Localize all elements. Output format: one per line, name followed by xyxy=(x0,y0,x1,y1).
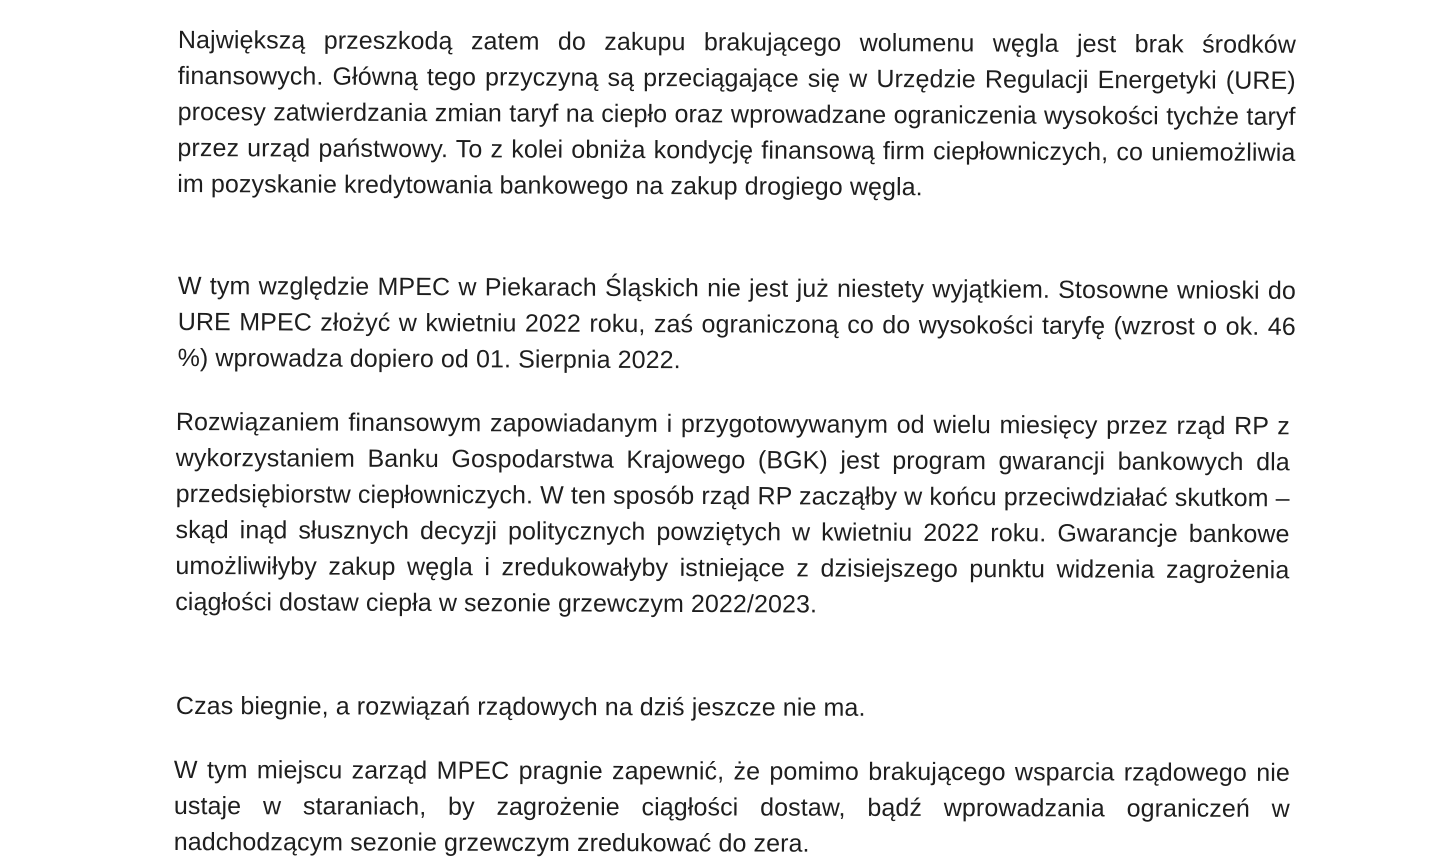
paragraph-bank-guarantees: Rozwiązaniem finansowym zapowiadanym i przygotowywanym od wielu miesięcy przez rząd RP z wykorzystaniem Banku Gospodarstwa Krajowego (BGK) jest program gwarancji bankowych dla przedsiębiorstw ciepłowniczych. W ten sposób rząd RP zacząłby w końcu przeciwdziałać skutkom – skąd inąd słusznych decyzji politycznych powziętych w kwietniu 2022 roku. Gwarancje bankowe umożliwiłyby zakup węgla i zredukowałyby istniejące z dzisiejszego punktu widzenia zagrożenia ciągłości dostaw ciepła w sezonie grzewczym 2022/2023. xyxy=(175,407,1290,619)
paragraph-time-running: Czas biegnie, a rozwiązań rządowych na dziś jeszcze nie ma. xyxy=(175,692,866,722)
paragraph-mpec-assurance: W tym miejscu zarząd MPEC pragnie zapewnić, że pomimo brakującego wsparcia rządowego nie ustaje w staraniach, by zagrożenie ciągłości dostaw, bądź wprowadzania ograniczeń w nadchodzącym sezonie grzewczym zredukować do zera. xyxy=(173,756,1290,858)
paragraph-mpec-tariff: W tym względzie MPEC w Piekarach Śląskich nie jest już niestety wyjątkiem. Stosowne wnioski do URE MPEC złożyć w kwietniu 2022 roku, zaś ograniczoną co do wysokości taryfę (wzrost o ok. 46 %) wprowadza dopiero od 01. Sierpnia 2022. xyxy=(177,271,1296,375)
paragraph-coal-funding: Największą przeszkodą zatem do zakupu brakującego wolumenu węgla jest brak środków finansowych. Główną tego przyczyną są przeciągające się w Urzędzie Regulacji Energetyki (URE) procesy zatwierdzania zmian taryf na ciepło oraz wprowadzane ograniczenia wysokości tychże taryf przez urząd państwowy. To z kolei obniża kondycję finansową firm ciepłowniczych, co uniemożliwia im pozyskanie kredytowania bankowego na zakup drogiego węgla. xyxy=(177,25,1296,202)
